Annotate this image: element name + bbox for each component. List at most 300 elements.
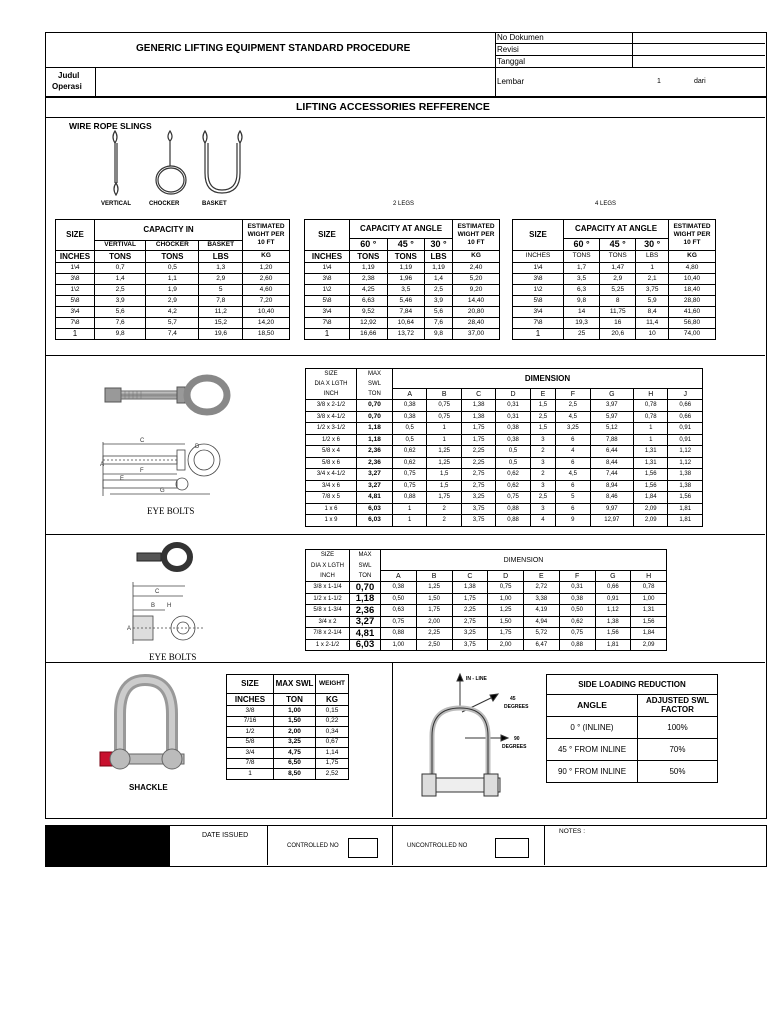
table-row: [56, 274, 290, 285]
table-cell: 1,25: [427, 446, 461, 458]
table-cell: 0,62: [393, 446, 427, 458]
h-adjusted: ADJUSTED SWL FACTOR: [638, 695, 718, 717]
revisi-label: Revisi: [497, 45, 519, 54]
table-cell: 3,27: [357, 469, 393, 481]
table-row: [305, 307, 500, 318]
table-cell: 1,75: [416, 605, 452, 617]
table-cell: 10: [636, 329, 669, 340]
h-swl: SWL: [357, 379, 393, 389]
dim-col-header: H: [631, 571, 667, 582]
footer-vdiv3: [544, 825, 545, 865]
col-vertival: VERTIVAL: [95, 241, 146, 251]
table-cell: 0,75: [381, 616, 417, 628]
table-cell: 1,38: [461, 400, 495, 412]
table-cell: 1: [227, 769, 274, 780]
h-inch: INCH: [306, 389, 357, 400]
units-row: [305, 251, 500, 263]
table-cell: 3,97: [590, 400, 633, 412]
table-cell: 0,38: [559, 593, 595, 605]
h-dimension: DIMENSION: [381, 550, 667, 571]
table-cell: 7\8: [513, 318, 564, 329]
table-cell: 0,66: [595, 582, 631, 594]
h-max: MAX: [357, 369, 393, 379]
table-cell: 19,3: [564, 318, 600, 329]
table-cell: 7,6: [425, 318, 453, 329]
table-cell: 11,4: [636, 318, 669, 329]
table-row: [513, 274, 716, 285]
table-cell: 1\4: [305, 263, 350, 274]
table-cell: 3\4: [513, 307, 564, 318]
table-cell: 9,97: [590, 503, 633, 515]
svg-text:C: C: [155, 589, 160, 595]
table-cell: 3\8: [56, 274, 95, 285]
table-row: [306, 434, 703, 446]
table-cell: 1,00: [488, 593, 524, 605]
table-cell: 5,20: [453, 274, 500, 285]
table-cell: 1,56: [634, 469, 668, 481]
table-cell: 1,9: [146, 285, 199, 296]
dim-col-header: H: [634, 389, 668, 400]
table-cell: 4,19: [524, 605, 560, 617]
table-cell: 3/8: [227, 706, 274, 717]
table-cell: 0,5: [496, 457, 530, 469]
table-row: [306, 616, 667, 628]
table-cell: 0,70: [350, 582, 381, 594]
dim-col-header: A: [381, 571, 417, 582]
units-row: [513, 251, 716, 263]
table-cell: 1\2: [305, 285, 350, 296]
wire-rope-title: WIRE ROPE SLINGS: [69, 121, 152, 131]
table-cell: 74,00: [669, 329, 716, 340]
table-cell: 1,81: [668, 503, 703, 515]
table-row: [56, 285, 290, 296]
table-cell: 1,50: [274, 716, 316, 727]
h-max: MAX: [350, 550, 381, 561]
col-30: 30 °: [636, 239, 669, 251]
table-cell: 1,1: [146, 274, 199, 285]
judul-label: Judul: [58, 71, 80, 80]
table-cell: 6: [556, 434, 590, 446]
table-cell: 1,25: [488, 605, 524, 617]
sling-label-chocker: CHOCKER: [149, 201, 180, 207]
table-row: [56, 296, 290, 307]
table-cell: 3,9: [425, 296, 453, 307]
table-cell: 56,80: [669, 318, 716, 329]
table-cell: 7/8 x 2-1/4: [306, 628, 350, 640]
table-cell: 37,00: [453, 329, 500, 340]
eye-bolt-diagram-icon: [100, 436, 225, 498]
table-cell: 2,40: [453, 263, 500, 274]
table-cell: 3,38: [524, 593, 560, 605]
table-row: [227, 716, 349, 727]
table-cell: 7,44: [590, 469, 633, 481]
table-cell: 1,84: [634, 492, 668, 504]
table-cell: 1: [305, 329, 350, 340]
table-cell: 3,25: [556, 423, 590, 435]
table-cell: 20,80: [453, 307, 500, 318]
unit-tons: TONS: [350, 251, 388, 263]
section-divider-1: [45, 355, 765, 356]
table-cell: 1/2: [227, 727, 274, 738]
legs4-label: 4 LEGS: [595, 201, 617, 207]
wire-rope-table-single: [55, 219, 290, 340]
table-cell: 0,75: [427, 411, 461, 423]
table-cell: 7,20: [243, 296, 290, 307]
table-cell: 1,75: [316, 758, 349, 769]
table-cell: 4,80: [669, 263, 716, 274]
table-cell: 3/4: [227, 748, 274, 759]
table-cell: 3/8 x 1-1/4: [306, 582, 350, 594]
table-cell: 5\8: [305, 296, 350, 307]
table-cell: 0,62: [496, 480, 530, 492]
table-cell: 0,50: [381, 593, 417, 605]
table-cell: 2,5: [425, 285, 453, 296]
table-cell: 2,50: [416, 639, 452, 651]
table-cell: 2,38: [350, 274, 388, 285]
table-row: [306, 423, 703, 435]
table-row: [306, 492, 703, 504]
table-cell: 2,9: [199, 274, 243, 285]
table-row: [513, 296, 716, 307]
table-row: [306, 605, 667, 617]
header-vdiv2: [632, 32, 633, 67]
table-cell: 0,38: [393, 400, 427, 412]
unit-tons: TONS: [564, 251, 600, 263]
table-row: [56, 307, 290, 318]
table-cell: 11,75: [600, 307, 636, 318]
table-cell: 1,12: [668, 457, 703, 469]
table-cell: 3,9: [95, 296, 146, 307]
section-title: LIFTING ACCESSORIES REFFERENCE: [296, 101, 490, 113]
table-cell: 8: [600, 296, 636, 307]
table-cell: 5: [556, 492, 590, 504]
table-row: [56, 263, 290, 274]
table-row: [306, 400, 703, 412]
table-cell: 2,00: [488, 639, 524, 651]
table-cell: 1,75: [488, 628, 524, 640]
table-cell: 20,6: [600, 329, 636, 340]
table-row: [513, 307, 716, 318]
col-chocker: CHOCKER: [146, 241, 199, 251]
table-cell: 1,18: [350, 593, 381, 605]
table-cell: 2,72: [524, 582, 560, 594]
table-cell: 2,00: [274, 727, 316, 738]
table-cell: 3,75: [461, 515, 495, 527]
table-cell: 0,38: [393, 411, 427, 423]
table-cell: 1,31: [634, 446, 668, 458]
table-cell: 4: [556, 446, 590, 458]
unit-kg: KG: [316, 694, 349, 706]
table-cell: 3/8 x 2-1/2: [306, 400, 357, 412]
table-cell: 3/4 x 6: [306, 480, 357, 492]
table-cell: 3: [530, 503, 555, 515]
table-row: [306, 480, 703, 492]
svg-text:E: E: [120, 476, 125, 482]
table-cell: 1,19: [425, 263, 453, 274]
table-cell: 5,25: [600, 285, 636, 296]
table-cell: 0,31: [559, 582, 595, 594]
col-size: SIZE: [305, 220, 350, 251]
table-cell: 1,12: [668, 446, 703, 458]
table-cell: 3: [530, 480, 555, 492]
table-cell: 0,75: [488, 582, 524, 594]
unit-lbs: LBS: [425, 251, 453, 263]
table-cell: 2,52: [316, 769, 349, 780]
table-row: [305, 329, 500, 340]
table-cell: 0,31: [496, 411, 530, 423]
footer-vdiv1: [267, 825, 268, 865]
table-row: [227, 737, 349, 748]
table-row: [305, 285, 500, 296]
table-cell: 0,34: [316, 727, 349, 738]
table-cell: 2,09: [634, 503, 668, 515]
deg45-unit: DEGREES: [504, 704, 529, 710]
table-cell: 1: [427, 434, 461, 446]
table-cell: 10,64: [387, 318, 425, 329]
dim-col-header: C: [461, 389, 495, 400]
table-row: [56, 318, 290, 329]
table-cell: 1 x 6: [306, 503, 357, 515]
table-row: [306, 582, 667, 594]
table-cell: 1: [634, 434, 668, 446]
shackle-vdiv: [392, 662, 393, 817]
table-cell: 9,20: [453, 285, 500, 296]
table-cell: 7/8: [227, 758, 274, 769]
table-cell: 3,27: [357, 480, 393, 492]
table-cell: 0,75: [427, 400, 461, 412]
side-loading-title: SIDE LOADING REDUCTION: [547, 675, 718, 695]
table-cell: 1,50: [488, 616, 524, 628]
svg-text:D: D: [195, 444, 200, 450]
unit-inches: INCHES: [305, 251, 350, 263]
header-row2: [495, 55, 765, 56]
table-cell: 3: [530, 457, 555, 469]
table-cell: 1: [634, 423, 668, 435]
table-row: [513, 285, 716, 296]
table-cell: 0,78: [634, 411, 668, 423]
table-cell: 0,22: [316, 716, 349, 727]
col-size: SIZE: [513, 220, 564, 251]
dim-col-header: J: [668, 389, 703, 400]
table-cell: 7,88: [590, 434, 633, 446]
unit-inches: INCHES: [227, 694, 274, 706]
col-basket: BASKET: [199, 241, 243, 251]
lembar-label: Lembar: [497, 77, 525, 86]
header-divider: [45, 67, 765, 68]
dim-col-header: G: [590, 389, 633, 400]
h-max-swl: MAX SWL: [274, 675, 316, 694]
table-cell: 0,66: [668, 411, 703, 423]
eye-nut-diagram-icon: [125, 580, 210, 648]
table-cell: 0,63: [381, 605, 417, 617]
table-cell: 1\2: [56, 285, 95, 296]
shackle-photo-icon: [90, 674, 190, 780]
table-cell: 0,5: [146, 263, 199, 274]
side-loading-table: [546, 674, 718, 783]
col-60: 60 °: [350, 239, 388, 251]
table-cell: 1,75: [461, 423, 495, 435]
table-cell: 2,5: [530, 411, 555, 423]
table-row: [227, 748, 349, 759]
table-cell: 0,15: [316, 706, 349, 717]
h-swl: SWL: [350, 561, 381, 571]
col-45: 45 °: [600, 239, 636, 251]
table-cell: 1,81: [668, 515, 703, 527]
dim-col-header: B: [427, 389, 461, 400]
table-cell: 5\8: [513, 296, 564, 307]
svg-text:G: G: [160, 488, 165, 494]
table-cell: 6: [556, 503, 590, 515]
table-cell: 6,47: [524, 639, 560, 651]
table-cell: 6: [556, 457, 590, 469]
dim-col-header: F: [559, 571, 595, 582]
table-cell: 5\8: [56, 296, 95, 307]
table-cell: 1,38: [595, 616, 631, 628]
section-divider-2: [45, 534, 765, 535]
table-row: [306, 515, 703, 527]
table-cell: 9,52: [350, 307, 388, 318]
table-row: [513, 329, 716, 340]
table-cell: 5,7: [146, 318, 199, 329]
dim-col-header: C: [452, 571, 488, 582]
table-cell: 2,00: [416, 616, 452, 628]
table-cell: 12,92: [350, 318, 388, 329]
table-cell: 4,75: [274, 748, 316, 759]
dim-col-header: D: [496, 389, 530, 400]
table-cell: 1: [393, 503, 427, 515]
table-cell: 1/2 x 3-1/2: [306, 423, 357, 435]
shackle-table: [226, 674, 349, 780]
table-cell: 1\4: [513, 263, 564, 274]
table-cell: 5,46: [387, 296, 425, 307]
table-cell: 0,38: [496, 434, 530, 446]
h-dia: DIA X LGTH: [306, 379, 357, 389]
table-cell: 3,75: [452, 639, 488, 651]
table-cell: 1,7: [564, 263, 600, 274]
table-cell: 0,50: [559, 605, 595, 617]
svg-text:C: C: [140, 438, 145, 444]
table-row: [513, 318, 716, 329]
h-angle: ANGLE: [547, 695, 638, 717]
table-cell: 5/8: [227, 737, 274, 748]
dim-col-header: E: [524, 571, 560, 582]
table-cell: 4,2: [146, 307, 199, 318]
table-cell: 5,6: [95, 307, 146, 318]
table-cell: 1,38: [668, 480, 703, 492]
table-cell: 4,81: [350, 628, 381, 640]
table-cell: 2,1: [636, 274, 669, 285]
h-ton: TON: [357, 389, 393, 400]
table-cell: 0,7: [95, 263, 146, 274]
sling-label-vertical: VERTICAL: [101, 201, 131, 207]
table-cell: 6: [556, 480, 590, 492]
table-cell: 3,5: [387, 285, 425, 296]
table-cell: 0,88: [559, 639, 595, 651]
table-cell: 4,60: [243, 285, 290, 296]
table-cell: 1: [56, 329, 95, 340]
col-est-weight: ESTIMATED WIGHT PER 10 FT: [453, 220, 500, 251]
table-cell: 1,12: [595, 605, 631, 617]
table-cell: 14: [564, 307, 600, 318]
table-cell: 25: [564, 329, 600, 340]
table-cell: 7/8 x 5: [306, 492, 357, 504]
unit-tons: TONS: [600, 251, 636, 263]
table-cell: 0,62: [393, 457, 427, 469]
unit-lbs: LBS: [636, 251, 669, 263]
table-cell: 2,9: [600, 274, 636, 285]
table-cell: 3/4 x 2: [306, 616, 350, 628]
table-cell: 5: [199, 285, 243, 296]
table-cell: 1,38: [668, 469, 703, 481]
table-cell: 1,75: [461, 434, 495, 446]
table-cell: 28,80: [669, 296, 716, 307]
dim-col-header: F: [556, 389, 590, 400]
wire-rope-table-2legs: [304, 219, 500, 340]
table-cell: 0,38: [496, 423, 530, 435]
table-cell: 2: [530, 446, 555, 458]
table-cell: 5,12: [590, 423, 633, 435]
table-cell: 4,25: [350, 285, 388, 296]
table-cell: 1,56: [595, 628, 631, 640]
header-vdiv: [495, 32, 496, 96]
table-cell: 6,63: [350, 296, 388, 307]
table-row: [305, 296, 500, 307]
table-cell: 1,18: [357, 423, 393, 435]
table-row: [513, 263, 716, 274]
table-cell: 0,88: [381, 628, 417, 640]
table-cell: 8,44: [590, 457, 633, 469]
dim-col-header: B: [416, 571, 452, 582]
table-cell: 2,9: [146, 296, 199, 307]
table-cell: 1\2: [513, 285, 564, 296]
h-weight: WEIGHT: [316, 675, 349, 694]
table-cell: 0,78: [631, 582, 667, 594]
table-cell: 18,50: [243, 329, 290, 340]
eye-bolt-photo-icon: [103, 372, 233, 416]
table-cell: 7\8: [305, 318, 350, 329]
shackle-angle-diagram-icon: [420, 668, 535, 808]
controlled-no-field[interactable]: [348, 838, 378, 858]
wire-rope-table-4legs: [512, 219, 716, 340]
col-capacity: CAPACITY IN: [95, 220, 243, 241]
table-row: [306, 503, 703, 515]
eye-bolt-table-1: [305, 368, 703, 527]
shackle-label: SHACKLE: [129, 783, 168, 792]
table-cell: 5,6: [425, 307, 453, 318]
table-cell: 1\4: [56, 263, 95, 274]
table-row: [306, 593, 667, 605]
table-cell: 3/8 x 4-1/2: [306, 411, 357, 423]
table-cell: 4,5: [556, 411, 590, 423]
table-cell: 70%: [638, 739, 718, 761]
table-cell: 1,56: [668, 492, 703, 504]
table-cell: 3,25: [461, 492, 495, 504]
table-cell: 15,2: [199, 318, 243, 329]
col-est-weight: ESTIMATED WIGHT PER 10 FT: [669, 220, 716, 251]
uncontrolled-label: UNCONTROLLED NO: [407, 843, 468, 849]
table-cell: 3,25: [452, 628, 488, 640]
table-cell: 3\8: [305, 274, 350, 285]
table-cell: 10,40: [669, 274, 716, 285]
uncontrolled-no-field[interactable]: [495, 838, 529, 858]
table-row: [227, 706, 349, 717]
table-cell: 3: [530, 434, 555, 446]
unit-ton: TON: [274, 694, 316, 706]
table-cell: 16: [600, 318, 636, 329]
table-cell: 0,38: [381, 582, 417, 594]
table-cell: 1,3: [199, 263, 243, 274]
table-cell: 3,5: [564, 274, 600, 285]
